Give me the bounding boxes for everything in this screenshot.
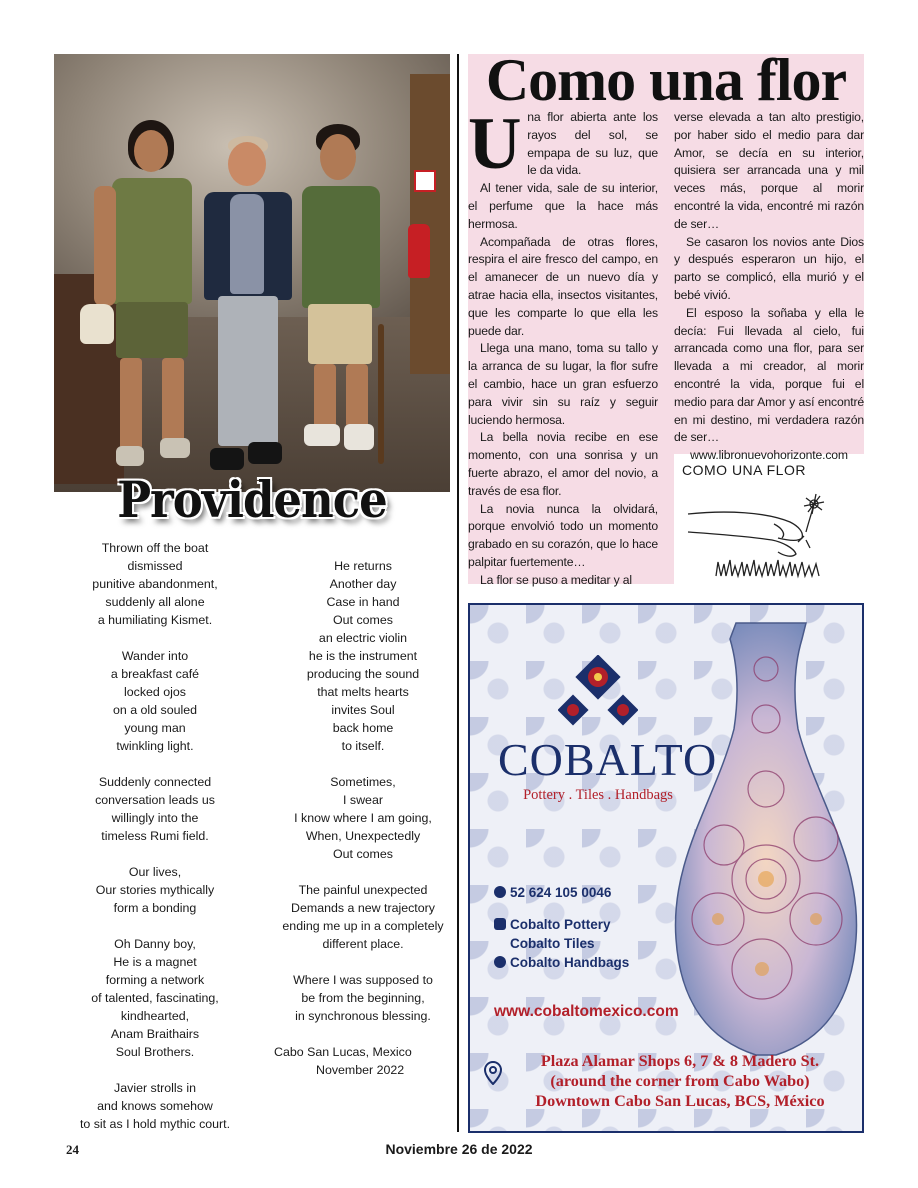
poem-line: willingly into the bbox=[111, 811, 199, 825]
poem-stanza bbox=[270, 971, 456, 1025]
poem-line: Suddenly connected bbox=[98, 775, 212, 789]
store-address bbox=[504, 1051, 856, 1111]
website-link[interactable]: www.cobaltomexico.com bbox=[494, 1003, 679, 1020]
poem-line: in synchronous blessing. bbox=[295, 1009, 431, 1023]
poem-line: He is a magnet bbox=[113, 955, 197, 969]
photo-sign bbox=[414, 170, 436, 192]
poem-line: a humiliating Kismet. bbox=[97, 613, 213, 627]
poem-line: Wander into bbox=[121, 649, 189, 663]
poem-line: twinkling light. bbox=[116, 739, 194, 753]
poem-line: ending me up in a completely bbox=[282, 919, 444, 933]
poem-line: of talented, fascinating, bbox=[91, 991, 219, 1005]
poem-line: different place. bbox=[322, 937, 404, 951]
poem-line: to sit as I hold mythic court. bbox=[79, 1117, 231, 1131]
signature-place: Cabo San Lucas, Mexico bbox=[274, 1045, 412, 1059]
poem-line: Soul Brothers. bbox=[115, 1045, 195, 1059]
drop-cap: U bbox=[468, 103, 522, 185]
cobalto-advertisement[interactable] bbox=[468, 603, 864, 1133]
hand-flower-illustration bbox=[686, 484, 856, 580]
poem-line: Case in hand bbox=[326, 595, 400, 609]
article-url[interactable]: www.libronuevohorizonte.com bbox=[690, 448, 848, 463]
article-title: Como una flor bbox=[485, 47, 847, 113]
poem-line: Oh Danny boy, bbox=[114, 937, 196, 951]
poem-column-2 bbox=[270, 557, 456, 1043]
group-photo bbox=[54, 54, 450, 492]
instagram-icon bbox=[494, 918, 506, 930]
article-paragraph-8: Se casaron los novios ante Dios y después esperaron un hijo, el parto se complicó, ella murió y el bebé vivió. bbox=[674, 234, 864, 302]
person-left bbox=[94, 120, 204, 480]
social-tiles[interactable]: Cobalto Tiles bbox=[510, 936, 595, 951]
column-divider bbox=[457, 54, 459, 1132]
poem-line: be from the beginning, bbox=[301, 991, 425, 1005]
poem-line: dismissed bbox=[127, 559, 183, 573]
poem-line: a breakfast café bbox=[110, 667, 200, 681]
poem-line: form a bonding bbox=[113, 901, 197, 915]
address-line-2: (around the corner from Cabo Wabo) bbox=[550, 1072, 810, 1090]
poem-column-1 bbox=[60, 539, 250, 1151]
poem-line: an electric violin bbox=[318, 631, 408, 645]
poem-line: I swear bbox=[343, 793, 383, 807]
poem-line: invites Soul bbox=[331, 703, 395, 717]
poem-line: Where I was supposed to bbox=[293, 973, 433, 987]
poem-line: Our stories mythically bbox=[95, 883, 215, 897]
poem-line: forming a network bbox=[105, 973, 205, 987]
phone-contact[interactable]: 52 624 105 0046 bbox=[494, 885, 611, 900]
poem-line: Out comes bbox=[333, 847, 393, 861]
article-paragraph-6: La novia nunca la olvidará, porque envolvió todo un momento grabado en su corazón, que lo hace palpitar fuertemente… bbox=[468, 501, 658, 569]
poem-stanza bbox=[60, 1079, 250, 1133]
poem-line: timeless Rumi field. bbox=[101, 829, 209, 843]
poem-line: suddenly all alone bbox=[105, 595, 205, 609]
paper-bag bbox=[80, 304, 114, 344]
article-paragraph-3: Acompañada de otras flores, respira el aire fresco del campo, en el amanecer de un nuevo día y atrae hacia ella, insectos visitantes, que les comparte lo que ella les puede dar. bbox=[468, 234, 658, 338]
poem-stanza bbox=[60, 863, 250, 917]
social-handbags[interactable]: Cobalto Handbags bbox=[494, 955, 629, 970]
article-paragraph-2: Al tener vida, sale de su interior, el perfume que la hace más hermosa. bbox=[468, 181, 658, 231]
article-column-2 bbox=[674, 109, 864, 465]
poem-stanza bbox=[60, 647, 250, 755]
poem-line: Javier strolls in bbox=[114, 1081, 196, 1095]
article-paragraph-1: Una flor abierta ante los rayos del sol, se empapa de su luz, que le da vida. bbox=[468, 103, 658, 185]
poem-line: locked ojos bbox=[124, 685, 186, 699]
poem-line: Thrown off the boat bbox=[101, 541, 209, 555]
poem-line: kindhearted, bbox=[120, 1009, 190, 1023]
facebook-icon bbox=[494, 956, 506, 968]
whatsapp-icon bbox=[494, 886, 506, 898]
poem-stanza bbox=[270, 881, 456, 953]
cobalto-logo-icon bbox=[558, 655, 638, 735]
article-paragraph-4: Llega una mano, toma su tallo y la arranca de su lugar, la flor sufre el cambio, hace un gran esfuerzo para vivir sin su raíz y seguir luciendo hermosa. bbox=[468, 341, 658, 427]
illustration-caption: COMO UNA FLOR bbox=[682, 462, 806, 478]
poem-line: Our lives, bbox=[128, 865, 182, 879]
poem-line: that melts hearts bbox=[317, 685, 409, 699]
poem-line: to itself. bbox=[341, 739, 385, 753]
poem-stanza bbox=[60, 539, 250, 629]
poem-line: Demands a new trajectory bbox=[291, 901, 435, 915]
poem-line: back home bbox=[332, 721, 394, 735]
article-paragraph-7-start: La flor se puso a meditar y al bbox=[480, 572, 632, 587]
poem-stanza bbox=[270, 557, 456, 755]
address-line-1: Plaza Alamar Shops 6, 7 & 8 Madero St. bbox=[540, 1052, 820, 1070]
poem-line: he is the instrument bbox=[308, 649, 418, 663]
poem-title: Providence bbox=[117, 470, 387, 529]
person-right bbox=[290, 124, 390, 480]
poem-stanza bbox=[270, 773, 456, 863]
map-pin-icon bbox=[484, 1061, 502, 1085]
article-paragraph-5: La bella novia recibe en ese momento, con una sonrisa y un fuerte abrazo, el amor del novio, a través de esa flor. bbox=[468, 430, 658, 498]
poem-line: Anam Braithairs bbox=[110, 1027, 200, 1041]
poem-stanza bbox=[60, 935, 250, 1061]
poem-line: punitive abandonment, bbox=[92, 577, 218, 591]
poem-line: and knows somehow bbox=[97, 1099, 213, 1113]
poem-line: The painful unexpected bbox=[298, 883, 428, 897]
poem-stanza bbox=[60, 773, 250, 845]
page-number: 24 bbox=[66, 1142, 79, 1157]
social-pottery[interactable]: Cobalto Pottery bbox=[494, 917, 611, 932]
poem-line: Another day bbox=[329, 577, 397, 591]
brand-tagline: Pottery . Tiles . Handbags bbox=[523, 787, 673, 803]
fire-extinguisher bbox=[408, 224, 430, 278]
poem-line: He returns bbox=[334, 559, 392, 573]
poem-line: When, Unexpectedly bbox=[305, 829, 421, 843]
poem-line: young man bbox=[124, 721, 186, 735]
article-column-1 bbox=[468, 103, 658, 590]
poem-line: on a old souled bbox=[112, 703, 198, 717]
poem-line: conversation leads us bbox=[95, 793, 215, 807]
poem-line: Out comes bbox=[333, 613, 393, 627]
article-paragraph-7-cont: verse elevada a tan alto prestigio, por haber sido el medio para dar Amor, se decía en su interior, quisiera ser arrancada una y mil veces más, porque al morir encontré la vida, encontré mi razón de ser… bbox=[674, 110, 864, 231]
poem-line: Sometimes, bbox=[330, 775, 396, 789]
article-paragraph-9: El esposo la soñaba y ella le decía: Fui llevada al cielo, fui arrancada como una flor, para ser llevada a mi creador, al morir encontré la vida, porque fui el medio para dar Amor y así encontré en mi destino, mi verdadera razón de ser… bbox=[674, 305, 864, 445]
vase-image bbox=[666, 619, 864, 1059]
brand-name: COBALTO bbox=[498, 734, 718, 785]
signature-date: November 2022 bbox=[316, 1063, 405, 1077]
issue-date: Noviembre 26 de 2022 bbox=[385, 1141, 533, 1157]
walking-cane bbox=[378, 324, 384, 464]
poem-signature bbox=[270, 1043, 456, 1079]
address-line-3: Downtown Cabo San Lucas, BCS, México bbox=[535, 1092, 825, 1110]
poem-line: I know where I am going, bbox=[294, 811, 432, 825]
person-middle bbox=[200, 136, 296, 486]
poem-line: producing the sound bbox=[306, 667, 420, 681]
